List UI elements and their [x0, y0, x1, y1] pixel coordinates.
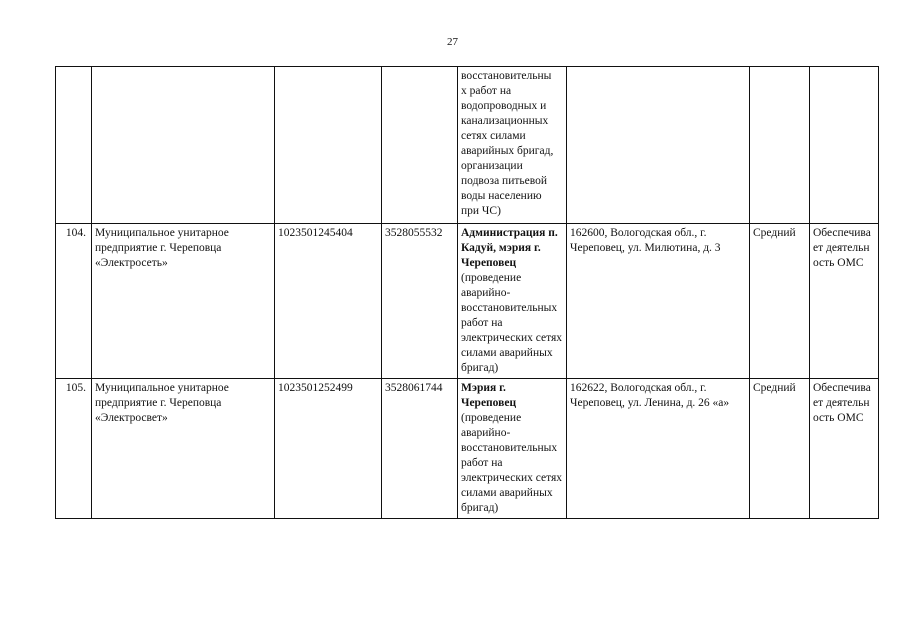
authority-purpose: (проведение аварийно-восстановительных работ на электрических сетях силами аварийных бригад): [461, 272, 562, 374]
table-row-continuation: [56, 67, 879, 224]
authority-purpose: (проведение аварийно-восстановительных работ на электрических сетях силами аварийных бригад): [461, 412, 562, 514]
cell-address: 162600, Вологодская обл., г. Череповец, ул. Милютина, д. 3: [567, 224, 750, 379]
cell-level: Средний: [750, 379, 810, 519]
cell-name: [92, 67, 275, 224]
cell-ogrn: 1023501245404: [275, 224, 382, 379]
cell-authority: восстановительны х работ на водопроводных и канализационных сетях силами аварийных бригад, организации подвоза питьевой воды населению при ЧС): [458, 67, 567, 224]
cell-provider: Обеспечивает деятельность ОМС: [810, 379, 879, 519]
table-row: [56, 379, 879, 519]
page-number: 27: [447, 36, 458, 48]
cell-provider: [810, 67, 879, 224]
table-row: [56, 224, 879, 379]
cell-address: 162622, Вологодская обл., г. Череповец, ул. Ленина, д. 26 «а»: [567, 379, 750, 519]
authority-name: Администрация п. Кадуй, мэрия г. Череповец: [461, 227, 558, 269]
cell-inn: [382, 67, 458, 224]
authority-name: Мэрия г. Череповец: [461, 382, 517, 409]
cell-num: 105.: [56, 379, 92, 519]
cell-ogrn: 1023501252499: [275, 379, 382, 519]
cell-name: Муниципальное унитарное предприятие г. Череповца «Электросеть»: [92, 224, 275, 379]
cell-name: Муниципальное унитарное предприятие г. Череповца «Электросвет»: [92, 379, 275, 519]
cell-authority: [458, 224, 567, 379]
cell-address: [567, 67, 750, 224]
cell-inn: 3528055532: [382, 224, 458, 379]
cell-inn: 3528061744: [382, 379, 458, 519]
cell-provider: Обеспечивает деятельность ОМС: [810, 224, 879, 379]
cell-authority: [458, 379, 567, 519]
cell-num: [56, 67, 92, 224]
cell-num: 104.: [56, 224, 92, 379]
cell-ogrn: [275, 67, 382, 224]
organizations-table: [55, 66, 879, 519]
cell-level: [750, 67, 810, 224]
cell-level: Средний: [750, 224, 810, 379]
